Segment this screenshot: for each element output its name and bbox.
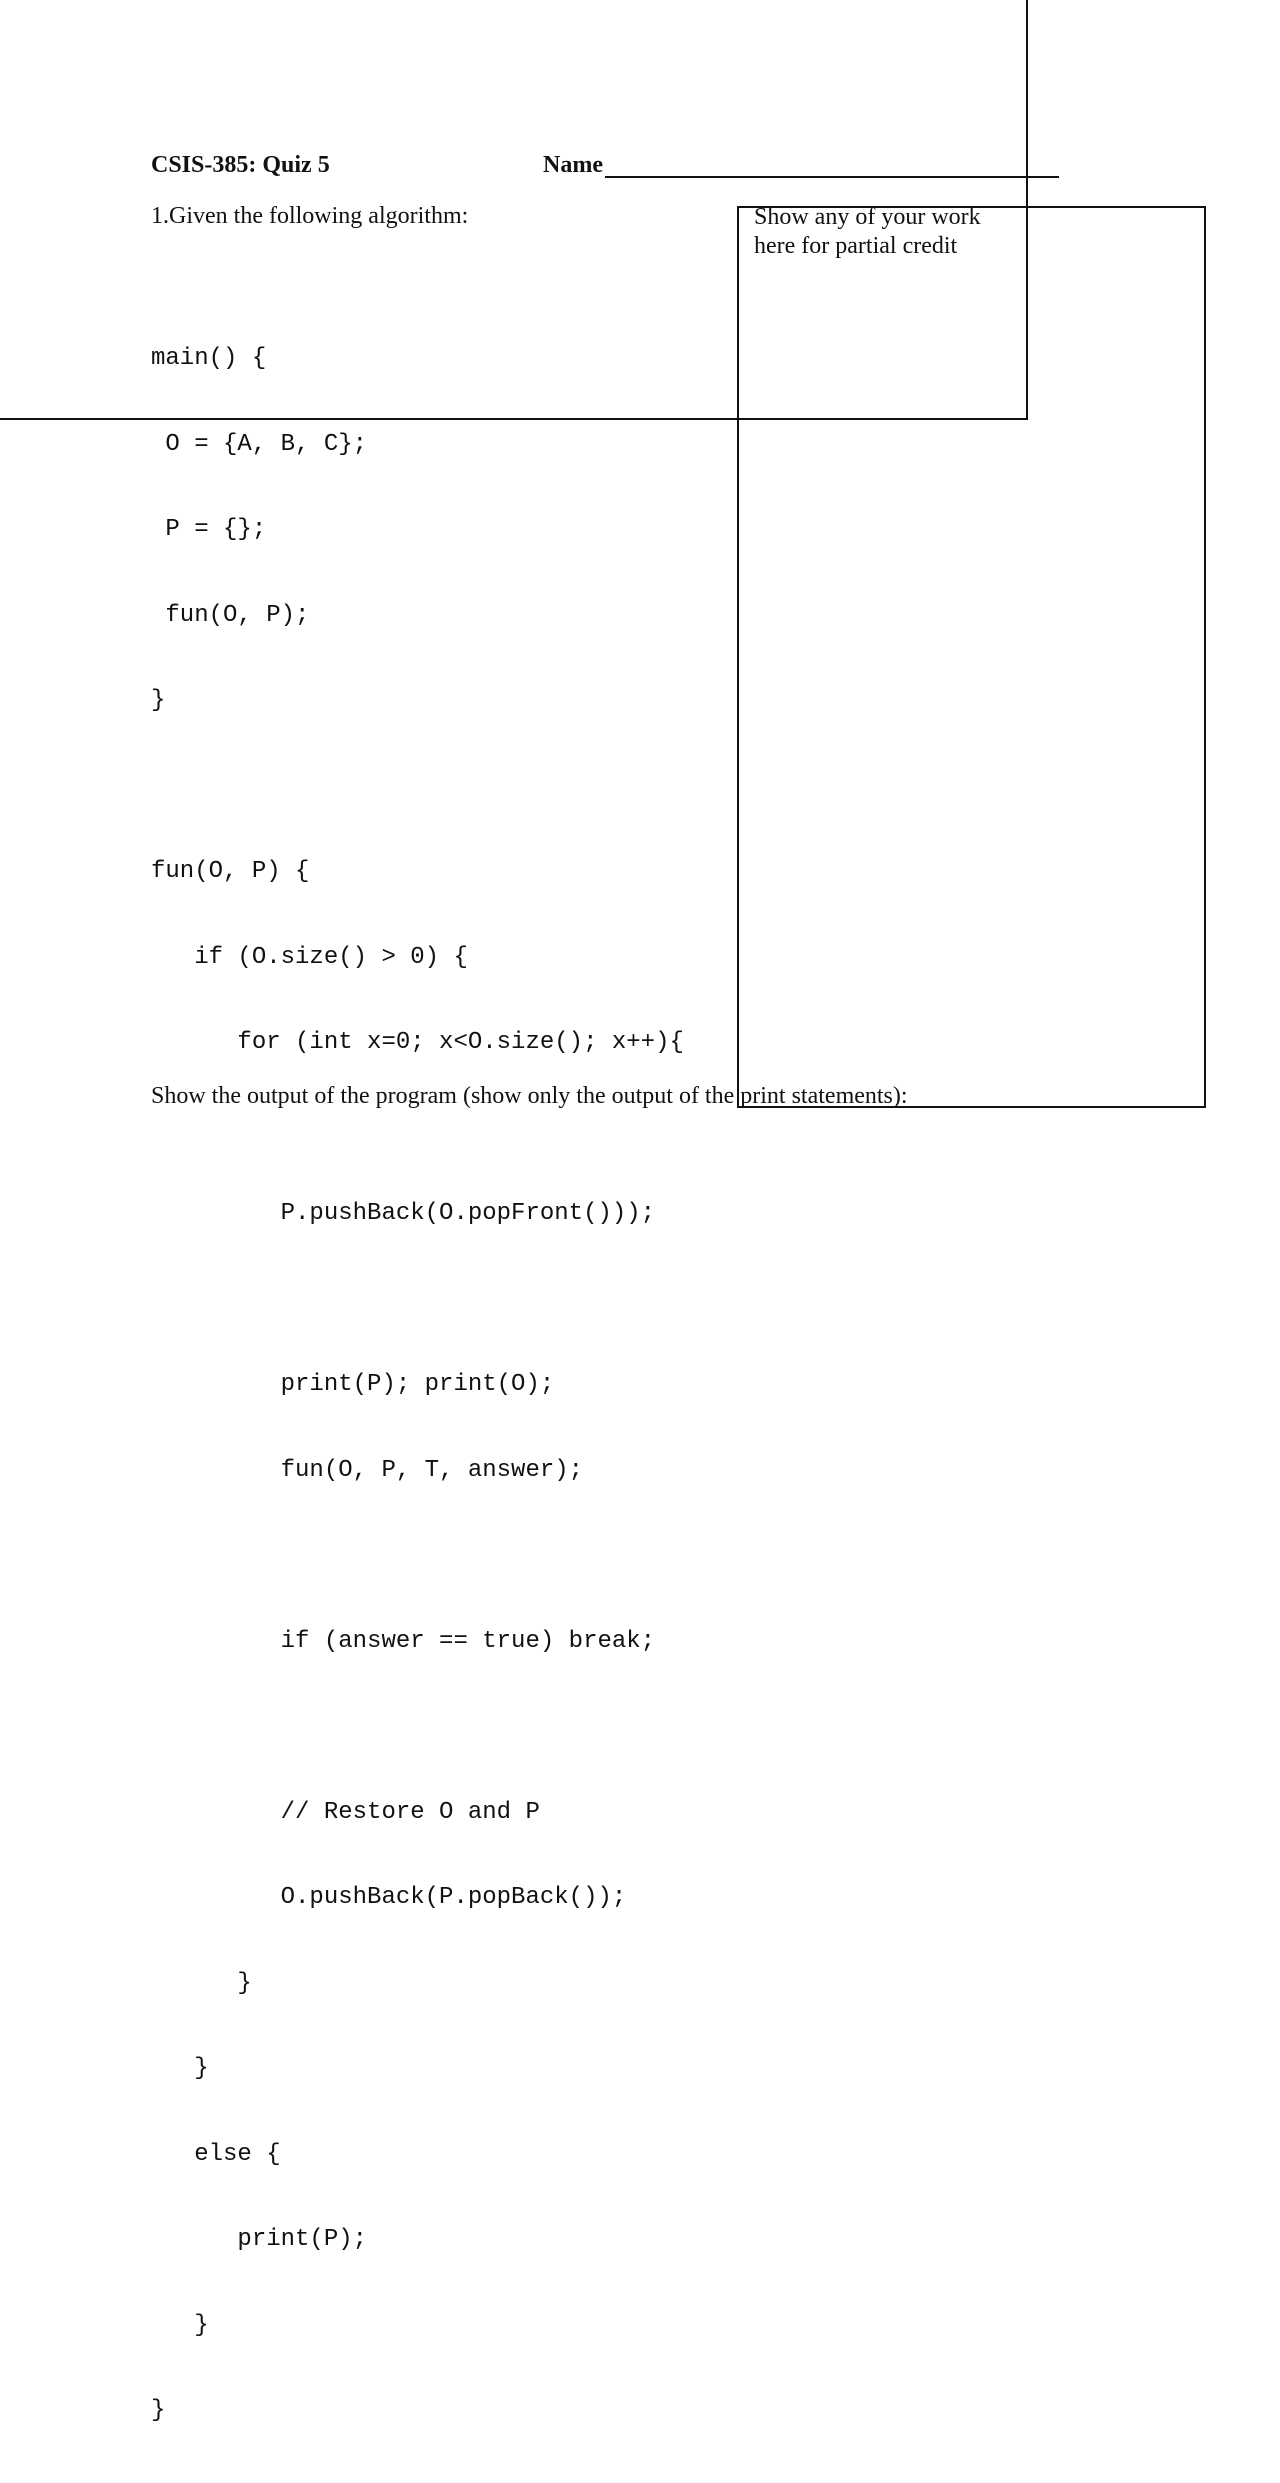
code-line: // Restore O and P — [151, 1798, 540, 1826]
code-line: P.pushBack(O.popFront())); — [151, 1200, 656, 1227]
code-line — [151, 1542, 684, 1571]
code-line — [151, 1115, 684, 1144]
name-label: Name — [543, 152, 603, 178]
code-line: print(P); — [151, 2226, 368, 2253]
code-line: main() { — [151, 345, 267, 372]
code-line: for (int x=0; x<O.size(); x++){ — [151, 1029, 684, 1056]
code-line: if (O.size() > 0) { — [151, 943, 468, 971]
code-line: } — [151, 2311, 209, 2339]
vertical-rule — [1026, 0, 1028, 420]
code-line — [151, 773, 684, 802]
work-area-box[interactable] — [737, 206, 1206, 1108]
work-area-label-line-2: here for partial credit — [754, 233, 958, 259]
code-line: O = {A, B, C}; — [151, 430, 368, 458]
code-line: fun(O, P) { — [151, 858, 310, 885]
name-blank-line[interactable] — [605, 176, 1059, 178]
code-line: P = {}; — [151, 516, 267, 543]
code-line: fun(O, P, T, answer); — [151, 1456, 584, 1484]
code-line: } — [151, 2055, 209, 2082]
quiz-title: CSIS-385: Quiz 5 — [151, 152, 330, 178]
code-line: if (answer == true) break; — [151, 1627, 656, 1655]
code-line — [151, 1713, 684, 1742]
output-prompt: Show the output of the program (show only the output of the print statements): — [151, 1083, 908, 1109]
work-area-label-line-1: Show any of your work — [754, 204, 981, 230]
code-listing — [151, 288, 684, 2483]
code-line: fun(O, P); — [151, 601, 310, 629]
code-line: print(P); print(O); — [151, 1371, 555, 1398]
code-line: O.pushBack(P.popBack()); — [151, 1884, 627, 1911]
code-line: } — [151, 1969, 252, 1997]
code-line: else { — [151, 2140, 281, 2168]
work-area-label — [754, 203, 1014, 261]
code-line: } — [151, 2397, 166, 2424]
question-prompt: 1.Given the following algorithm: — [151, 203, 469, 229]
code-line — [151, 1286, 684, 1315]
code-line: } — [151, 687, 166, 714]
